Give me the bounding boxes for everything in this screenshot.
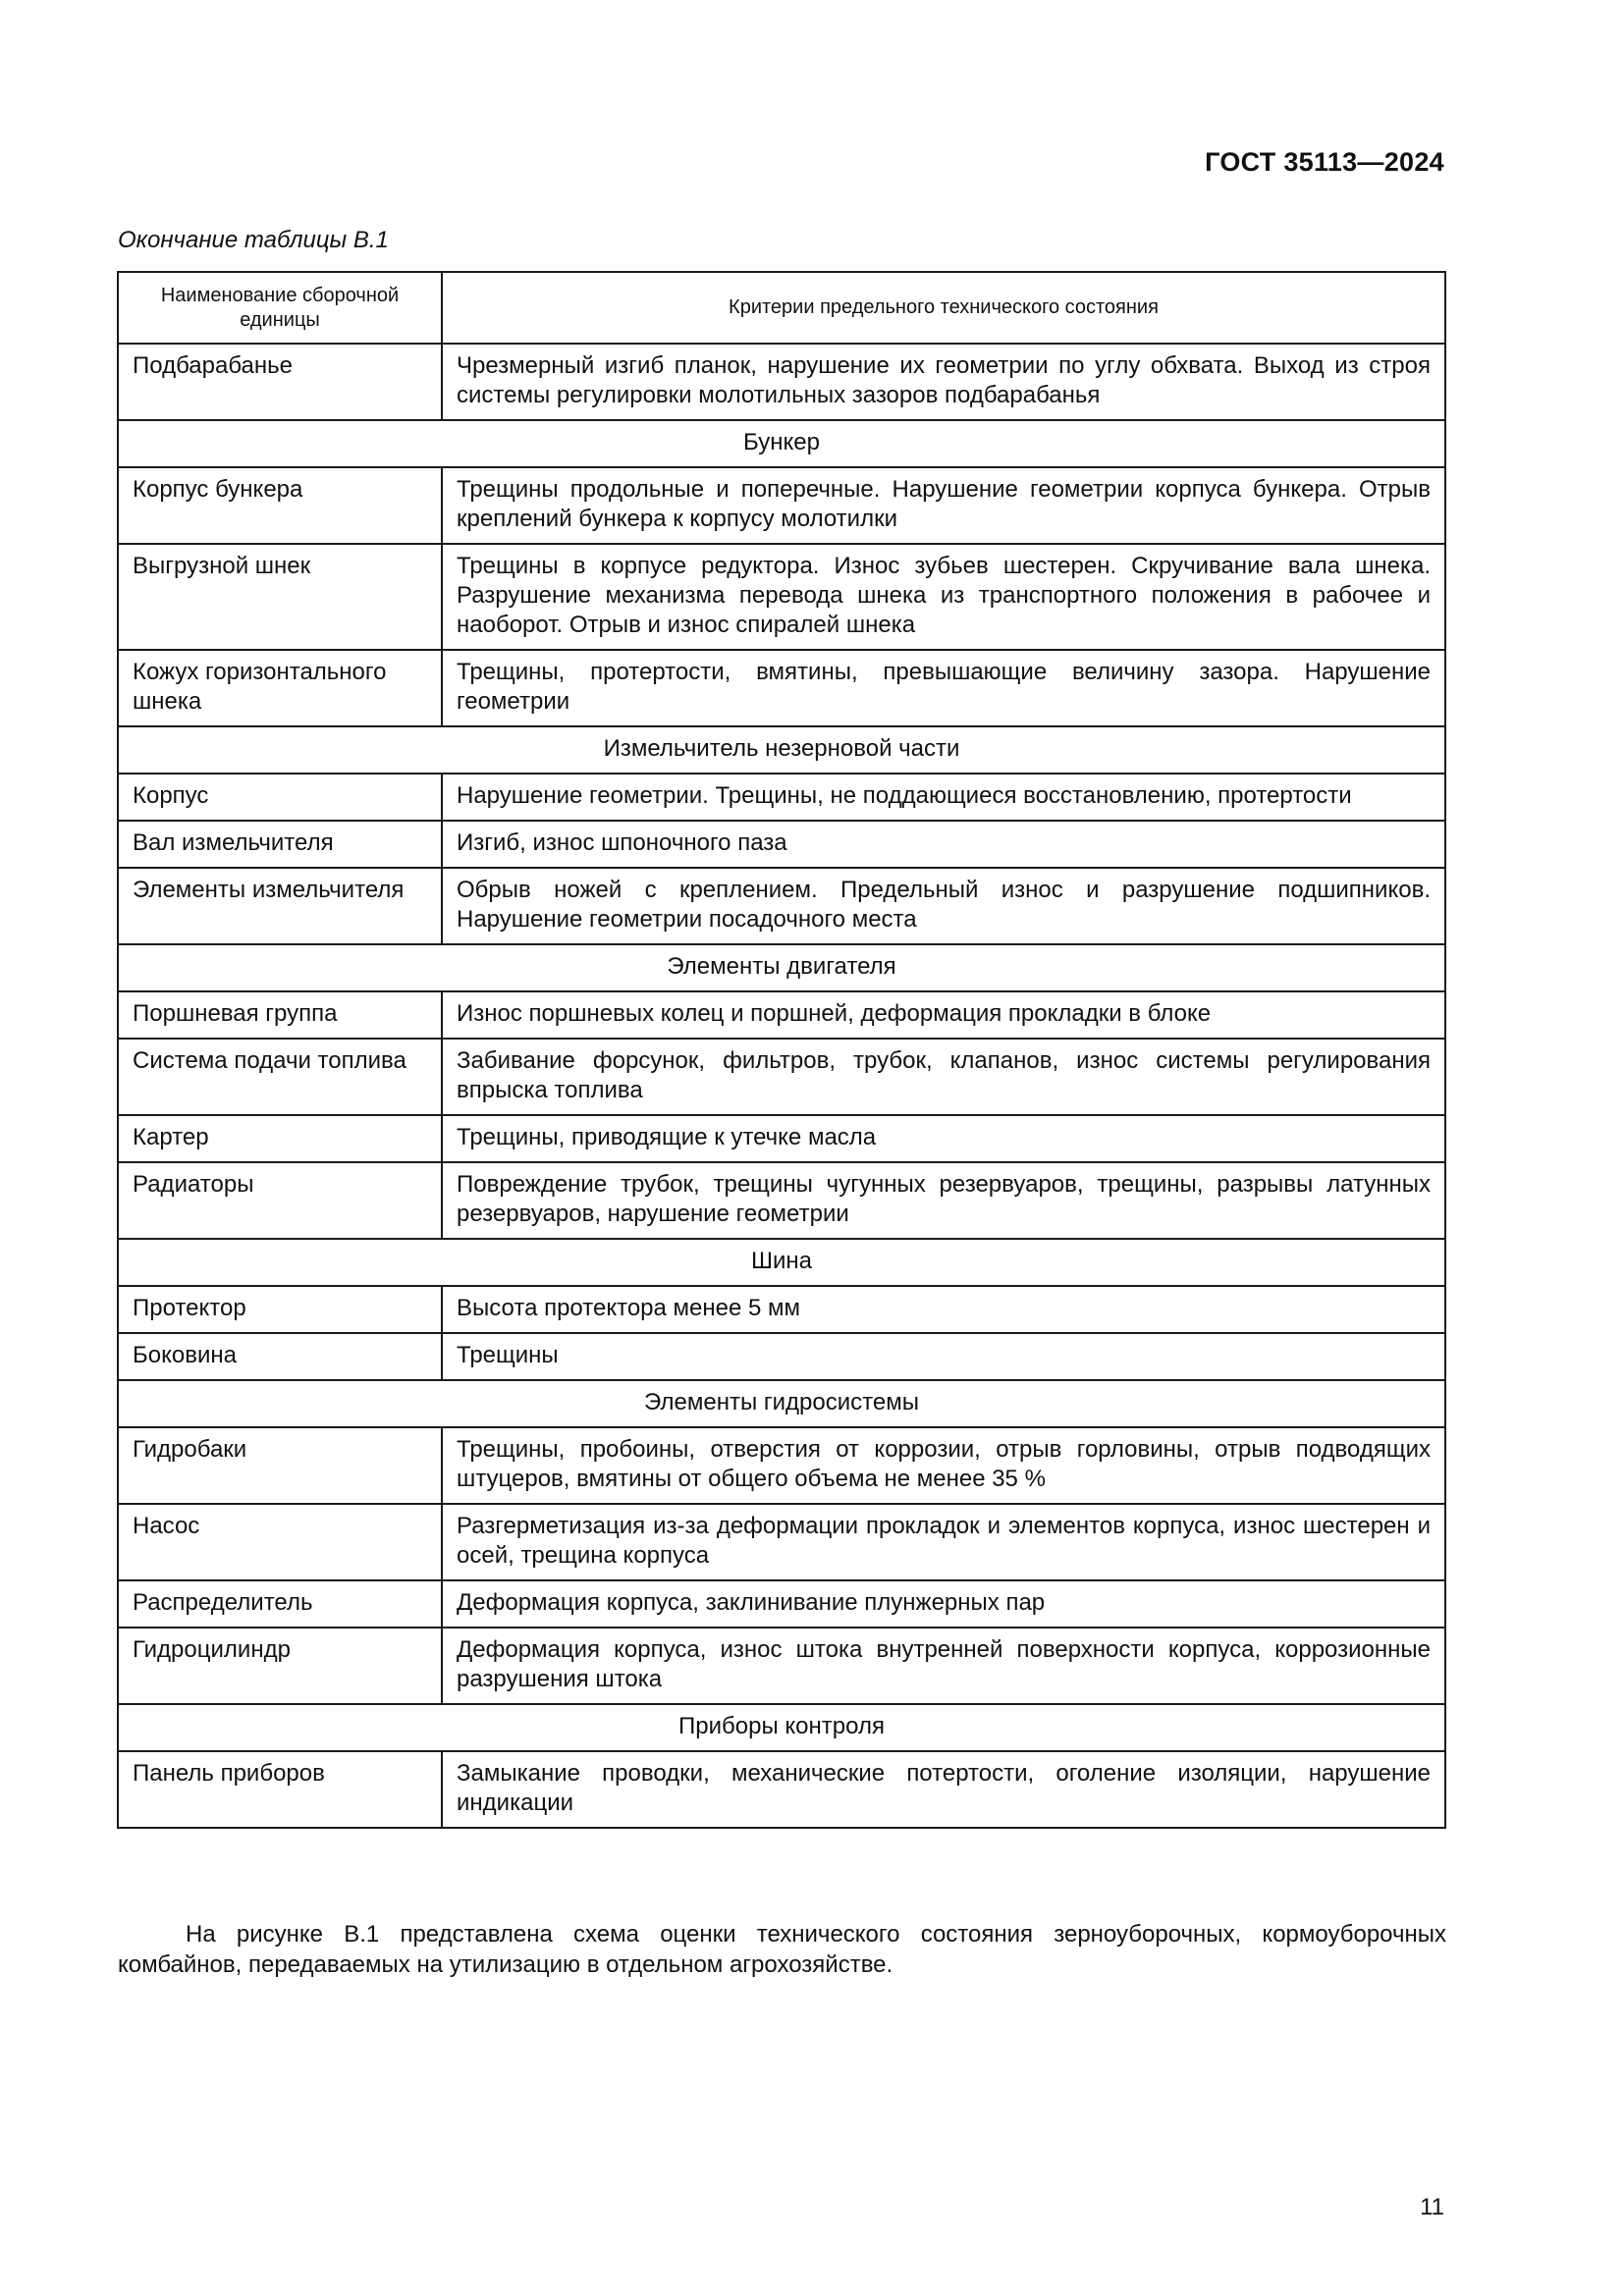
table-section-row [118,1704,1445,1751]
table-row [118,1162,1445,1239]
table-row [118,1115,1445,1162]
criteria-cell: Высота протектора менее 5 мм [442,1286,1445,1333]
unit-cell: Протектор [118,1286,442,1333]
criteria-cell: Трещины, протертости, вмятины, превышающие величину зазора. Нарушение геометрии [442,650,1445,726]
page-number: 11 [1420,2194,1444,2220]
criteria-cell: Деформация корпуса, заклинивание плунжерных пар [442,1580,1445,1628]
criteria-cell: Чрезмерный изгиб планок, нарушение их геометрии по углу обхвата. Выход из строя системы регулировки молотильных зазоров подбарабанья [442,344,1445,420]
criteria-cell: Износ поршневых колец и поршней, деформация прокладки в блоке [442,991,1445,1039]
unit-cell: Корпус бункера [118,467,442,544]
table-section-row [118,1239,1445,1286]
unit-cell: Выгрузной шнек [118,544,442,650]
table-row [118,344,1445,420]
unit-cell: Элементы измельчителя [118,868,442,944]
table-row [118,821,1445,868]
table-row [118,467,1445,544]
unit-cell: Корпус [118,774,442,821]
table-section-row [118,944,1445,991]
unit-cell: Поршневая группа [118,991,442,1039]
section-title: Шина [118,1239,1445,1286]
table-row [118,1628,1445,1704]
column-header-unit: Наименование сборочной единицы [118,272,442,344]
table-row [118,868,1445,944]
table-section-row [118,726,1445,774]
table-row [118,1286,1445,1333]
criteria-cell: Изгиб, износ шпоночного паза [442,821,1445,868]
criteria-cell: Повреждение трубок, трещины чугунных резервуаров, трещины, разрывы латунных резервуаров, нарушение геометрии [442,1162,1445,1239]
criteria-cell: Трещины, пробоины, отверстия от коррозии, отрыв горловины, отрыв подводящих штуцеров, вмятины от общего объема не менее 35 % [442,1427,1445,1504]
table-row [118,1580,1445,1628]
unit-cell: Гидробаки [118,1427,442,1504]
table-header-row [118,272,1445,344]
criteria-cell: Трещины [442,1333,1445,1380]
column-header-criteria: Критерии предельного технического состояния [442,272,1445,344]
criteria-cell: Замыкание проводки, механические потертости, оголение изоляции, нарушение индикации [442,1751,1445,1828]
criteria-cell: Трещины в корпусе редуктора. Износ зубьев шестерен. Скручивание вала шнека. Разрушение механизма перевода шнека из транспортного положения в рабочее и наоборот. Отрыв и износ спиралей шнека [442,544,1445,650]
table-row [118,1751,1445,1828]
table-section-row [118,1380,1445,1427]
unit-cell: Радиаторы [118,1162,442,1239]
unit-cell: Картер [118,1115,442,1162]
table-row [118,991,1445,1039]
unit-cell: Гидроцилиндр [118,1628,442,1704]
criteria-cell: Нарушение геометрии. Трещины, не поддающиеся восстановлению, протертости [442,774,1445,821]
section-title: Бункер [118,420,1445,467]
unit-cell: Вал измельчителя [118,821,442,868]
table-body [118,344,1445,1828]
criteria-cell: Разгерметизация из-за деформации прокладок и элементов корпуса, износ шестерен и осей, трещина корпуса [442,1504,1445,1580]
section-title: Элементы двигателя [118,944,1445,991]
criteria-cell: Трещины продольные и поперечные. Нарушение геометрии корпуса бункера. Отрыв креплений бункера к корпусу молотилки [442,467,1445,544]
table-row [118,774,1445,821]
unit-cell: Боковина [118,1333,442,1380]
section-title: Измельчитель незерновой части [118,726,1445,774]
unit-cell: Распределитель [118,1580,442,1628]
criteria-cell: Трещины, приводящие к утечке масла [442,1115,1445,1162]
table-caption: Окончание таблицы В.1 [118,227,389,253]
table-row [118,650,1445,726]
criteria-cell: Обрыв ножей с креплением. Предельный износ и разрушение подшипников. Нарушение геометрии посадочного места [442,868,1445,944]
criteria-cell: Деформация корпуса, износ штока внутренней поверхности корпуса, коррозионные разрушения штока [442,1628,1445,1704]
criteria-cell: Забивание форсунок, фильтров, трубок, клапанов, износ системы регулирования впрыска топлива [442,1039,1445,1115]
table-row [118,1427,1445,1504]
section-title: Элементы гидросистемы [118,1380,1445,1427]
unit-cell: Насос [118,1504,442,1580]
table-row [118,544,1445,650]
unit-cell: Система подачи топлива [118,1039,442,1115]
table-section-row [118,420,1445,467]
body-paragraph: На рисунке В.1 представлена схема оценки технического состояния зерноуборочных, кормоуборочных комбайнов, передаваемых на утилизацию в отдельном агрохозяйстве. [118,1921,1446,1978]
table-row [118,1333,1445,1380]
section-title: Приборы контроля [118,1704,1445,1751]
unit-cell: Кожух горизонтального шнека [118,650,442,726]
unit-cell: Панель приборов [118,1751,442,1828]
criteria-table [117,271,1446,1829]
unit-cell: Подбарабанье [118,344,442,420]
table-row [118,1039,1445,1115]
document-code: ГОСТ 35113—2024 [1205,147,1444,177]
table-row [118,1504,1445,1580]
